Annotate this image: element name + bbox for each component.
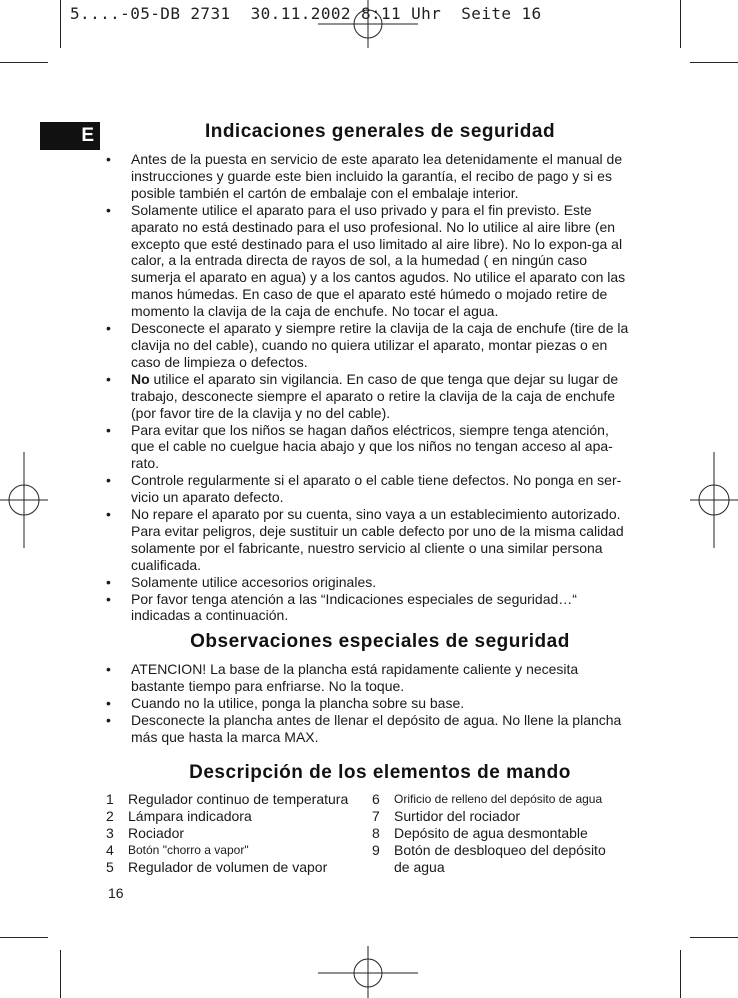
list-item <box>103 574 633 591</box>
control-label: Botón "chorro a vapor" <box>128 842 249 857</box>
list-item-text: Solamente utilice el aparato para el uso privado y para el fin previsto. Este aparato no está destinado para el uso profesional. No lo utilice al aire libre (en excepto que esté destinado para el uso limitado al aire libre). No lo expon-ga al calor, a la entrada directa de rayos de sol, a la humedad ( en ningún caso sumerja el aparato en agua) y a los cantos agudos. No utilice el aparato con las manos húmedas. En caso de que el aparato esté húmedo o mojado retire de momento la clavija de la caja de enchufe. No tocar el agua. <box>131 201 626 320</box>
registration-mark-top <box>318 0 418 48</box>
control-number: 8 <box>372 824 380 841</box>
control-item <box>372 791 637 808</box>
control-item <box>372 825 637 842</box>
control-item <box>106 825 361 842</box>
list-item <box>103 472 633 506</box>
list-item-text: Desconecte el aparato y siempre retire la clavija de la caja de enchufe (tire de la clavija no del cable), cuando no quiera utilizar el aparato, montar piezas o en caso de limpieza o defectos. <box>131 320 629 370</box>
list-item <box>103 591 633 625</box>
list-item <box>103 422 633 473</box>
special-safety-list <box>103 661 633 746</box>
control-number: 1 <box>106 791 114 807</box>
section-title-special-safety: Observaciones especiales de seguridad <box>190 631 570 652</box>
section-title-controls: Descripción de los elementos de mando <box>189 762 571 783</box>
general-safety-list <box>103 151 633 624</box>
list-item-text: Controle regularmente si el aparato o el cable tiene defectos. No ponga en ser-vicio un aparato defecto. <box>131 472 622 506</box>
print-header: 5....-05-DB 2731 30.11.2002 8:11 Uhr Seite 16 <box>70 4 542 23</box>
control-item <box>372 859 637 876</box>
list-item-text: Desconecte la plancha antes de llenar el depósito de agua. No llene la plancha más que hasta la marca MAX. <box>131 711 622 745</box>
list-item <box>103 320 633 371</box>
control-number: 7 <box>372 807 380 824</box>
list-item <box>103 661 633 695</box>
control-label: Rociador <box>128 824 185 841</box>
control-number: 9 <box>372 841 380 858</box>
page-number: 16 <box>108 885 124 901</box>
list-item-text: Antes de la puesta en servicio de este aparato lea detenidamente el manual de instrucciones y guarde este bien incluido la garantía, el recibo de pago y si es posible también el cartón de embalaje con el embalaje interior. <box>131 151 623 201</box>
control-item <box>372 808 637 825</box>
control-number: 4 <box>106 841 114 858</box>
control-number: 5 <box>106 858 114 875</box>
list-item <box>103 151 633 202</box>
list-item <box>103 506 633 574</box>
control-label: Depósito de agua desmontable <box>394 824 588 841</box>
list-item-text: utilice el aparato sin vigilancia. En caso de que tenga que dejar su lugar de trabajo, desconecte siempre el aparato o retire la clavija de la caja de enchufe (por favor tire de la clavija y no del cable). <box>131 370 619 421</box>
control-label: Regulador continuo de temperatura <box>128 791 349 807</box>
control-item <box>106 808 361 825</box>
list-item-text: Para evitar que los niños se hagan daños eléctricos, siempre tenga atención, que el cable no cuelgue hacia abajo y que los niños no tengan acceso al apa-rato. <box>131 421 613 472</box>
language-tab: E <box>40 122 100 150</box>
registration-mark-right <box>690 452 738 548</box>
control-label: Orificio de relleno del depósito de agua <box>394 792 603 806</box>
list-item <box>103 371 633 422</box>
control-label: Botón de desbloqueo del depósito <box>394 841 606 858</box>
registration-mark-left <box>0 452 48 548</box>
controls-list-left <box>106 791 361 876</box>
list-item <box>103 712 633 746</box>
control-item <box>106 859 361 876</box>
control-label: de agua <box>394 858 445 875</box>
control-label: Lámpara indicadora <box>128 807 252 824</box>
list-item <box>103 695 633 712</box>
list-item-text: ATENCION! La base de la plancha está rapidamente caliente y necesita bastante tiempo para enfriarse. No la toque. <box>131 661 579 694</box>
control-label: Regulador de volumen de vapor <box>128 858 328 875</box>
control-number: 6 <box>372 791 380 807</box>
list-item-text: Cuando no la utilice, ponga la plancha sobre su base. <box>131 694 465 711</box>
control-number <box>372 859 394 876</box>
controls-list-right <box>372 791 637 876</box>
control-item <box>372 842 637 859</box>
control-number: 3 <box>106 824 114 841</box>
list-item <box>103 202 633 320</box>
control-label: Surtidor del rociador <box>394 807 521 824</box>
list-item-text: Por favor tenga atención a las “Indicaciones especiales de seguridad…“ indicadas a continuación. <box>131 590 577 624</box>
list-item-emphasis: No <box>131 370 150 387</box>
section-title-general-safety: Indicaciones generales de seguridad <box>204 121 556 142</box>
control-item <box>106 791 361 808</box>
control-item <box>106 842 361 859</box>
control-number: 2 <box>106 807 114 824</box>
list-item-text: No repare el aparato por su cuenta, sino vaya a un establecimiento autorizado. Para evitar peligros, deje sustituir un cable defecto por uno de la misma calidad solamente por el fabricante, nuestro servicio al cliente o una similar persona cualificada. <box>131 506 624 573</box>
registration-mark-bottom <box>318 946 418 998</box>
list-item-text: Solamente utilice accesorios originales. <box>131 573 377 590</box>
